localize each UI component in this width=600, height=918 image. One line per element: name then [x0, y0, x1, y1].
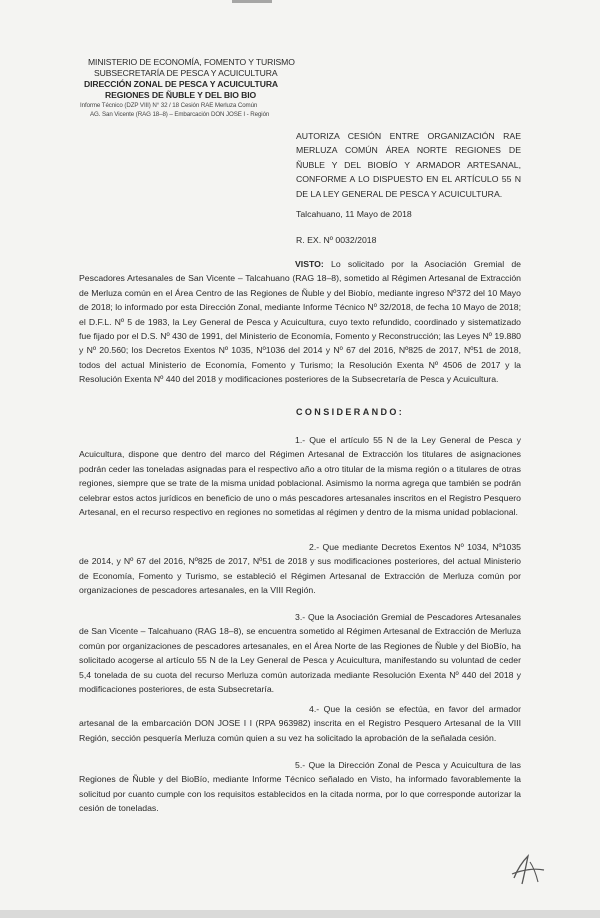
visto-label: VISTO:: [295, 259, 324, 269]
resolution-number: R. EX. Nº 0032/2018: [296, 235, 377, 245]
scan-mark-bottom: [0, 910, 600, 918]
resolution-date: Talcahuano, 11 Mayo de 2018: [296, 209, 412, 219]
considerando-paragraph-1: 1.- Que el artículo 55 N de la Ley General de Pesca y Acuicultura, dispone que dentro del marco del Régimen Artesanal de Extracción los titulares de asignaciones podrán ceder las toneladas asignadas para el respectivo año a otro titular de la misma región o a titulares de otras regiones, siempre que se trate de la misma unidad poblacional. Asimismo la norma agrega que también se podrán celebrar estos actos jurídicos en beneficio de uno o más pescadores artesanales inscritos en el Registro Pesquero Artesanal, en el recurso respectivo en regiones no sometidas al régimen y dentro de la misma unidad poblacional.: [79, 435, 521, 518]
considerando-paragraph-3: 3.- Que la Asociación Gremial de Pescadores Artesanales de San Vicente – Talcahuano (RAG 18–8), se encuentra sometido al Régimen Artesanal de Extracción de Merluza común por organizaciones de pescadores artesanales, en el Área Norte de las Regiones de Ñuble y del BioBío, ha solicitado acogerse al artículo 55 N de la Ley General de Pesca y Acuicultura, manifestando su voluntad de ceder 5,4 tonelada de su cuota del recurso Merluza común autorizada mediante Resolución Exenta Nº 440 del 2018 y modificaciones posteriores, de esta Subsecretaría.: [79, 612, 521, 695]
considerando-paragraph-2: 2.- Que mediante Decretos Exentos Nº 1034, Nº1035 de 2014, y Nº 67 del 2016, Nº825 de 2017, Nº51 de 2018 y sus modificaciones posteriores, del actual Ministerio de Economía, Fomento y Turismo, se estableció el Régimen Artesanal de Extracción de Merluza común por organizaciones de pescadores artesanales, en la VIII Región.: [79, 542, 521, 596]
letterhead-reference-1: Informe Técnico (DZP VIII) N° 32 / 18 Cesión RAE Merluza Común: [80, 102, 258, 109]
letterhead-ministry: MINISTERIO DE ECONOMÍA, FOMENTO Y TURISMO: [88, 57, 295, 67]
letterhead-subsecretariat: SUBSECRETARÍA DE PESCA Y ACUICULTURA: [94, 68, 278, 78]
letterhead-regions: REGIONES DE ÑUBLE Y DEL BIO BIO: [105, 90, 257, 100]
letterhead: [80, 57, 300, 119]
considerando-paragraph-5: 5.- Que la Dirección Zonal de Pesca y Acuicultura de las Regiones de Ñuble y del BioBío, mediante Informe Técnico señalado en Visto, ha informado favorablemente la solicitud por cuanto cumple con los requisitos establecidos en la citada norma, por lo que corresponde autorizar la cesión de toneladas.: [79, 760, 521, 814]
handwritten-initials-signature: [508, 852, 548, 888]
resolution-subject: AUTORIZA CESIÓN ENTRE ORGANIZACIÓN RAE MERLUZA COMÚN ÁREA NORTE REGIONES DE ÑUBLE Y DEL BIOBÍO Y ARMADOR ARTESANAL, CONFORME A LO DISPUESTO EN EL ARTÍCULO 55 N DE LA LEY GENERAL DE PESCA Y ACUICULTURA.: [296, 131, 521, 199]
considerando-heading: CONSIDERANDO:: [296, 407, 405, 417]
considerando-paragraph-4: 4.- Que la cesión se efectúa, en favor del armador artesanal de la embarcación DON JOSE I I (RPA 963982) inscrita en el Registro Pesquero Artesanal de la VIII Región, sección pesquería Merluza común quien a su vez ha solicitado la aprobación de la señalada cesión.: [79, 704, 521, 743]
scan-mark-top: [232, 0, 272, 3]
visto-paragraph: [79, 257, 521, 387]
letterhead-reference-2: AG. San Vicente (RAG 18–8) – Embarcación DON JOSE I - Región: [90, 111, 270, 118]
visto-text: Lo solicitado por la Asociación Gremial de Pescadores Artesanales de San Vicente – Talcahuano (RAG 18–8), sometido al Régimen Artesanal de Extracción de Merluza común en el Área Centro de las Regiones de Ñuble y del Biobío, mediante ingreso Nº372 del 10 Mayo de 2018; lo informado por esta Dirección Zonal, mediante Informe Técnico Nº 32/2018, de fecha 10 Mayo de 2018; el D.F.L. Nº 5 de 1983, la Ley General de Pesca y Acuicultura, cuyo texto refundido, coordinado y sistematizado fue fijado por el D.S. Nº 430 de 1991, del Ministerio de Economía, Fomento y Reconstrucción; las Leyes Nº 19.880 y Nº 20.560; los Decretos Exentos Nº 1035, Nº1036 del 2014 y Nº 67 del 2016, Nº825 de 2017, Nº51 de 2018, todos del actual Ministerio de Economía, Fomento y Turismo; la Resolución Exenta Nº 4506 de 2017 y la Resolución Exenta Nº 440 del 2018 y modificaciones posteriores de la Subsecretaría de Pesca y Acuicultura.: [79, 259, 521, 385]
letterhead-directorate: DIRECCIÓN ZONAL DE PESCA Y ACUICULTURA: [84, 79, 279, 89]
